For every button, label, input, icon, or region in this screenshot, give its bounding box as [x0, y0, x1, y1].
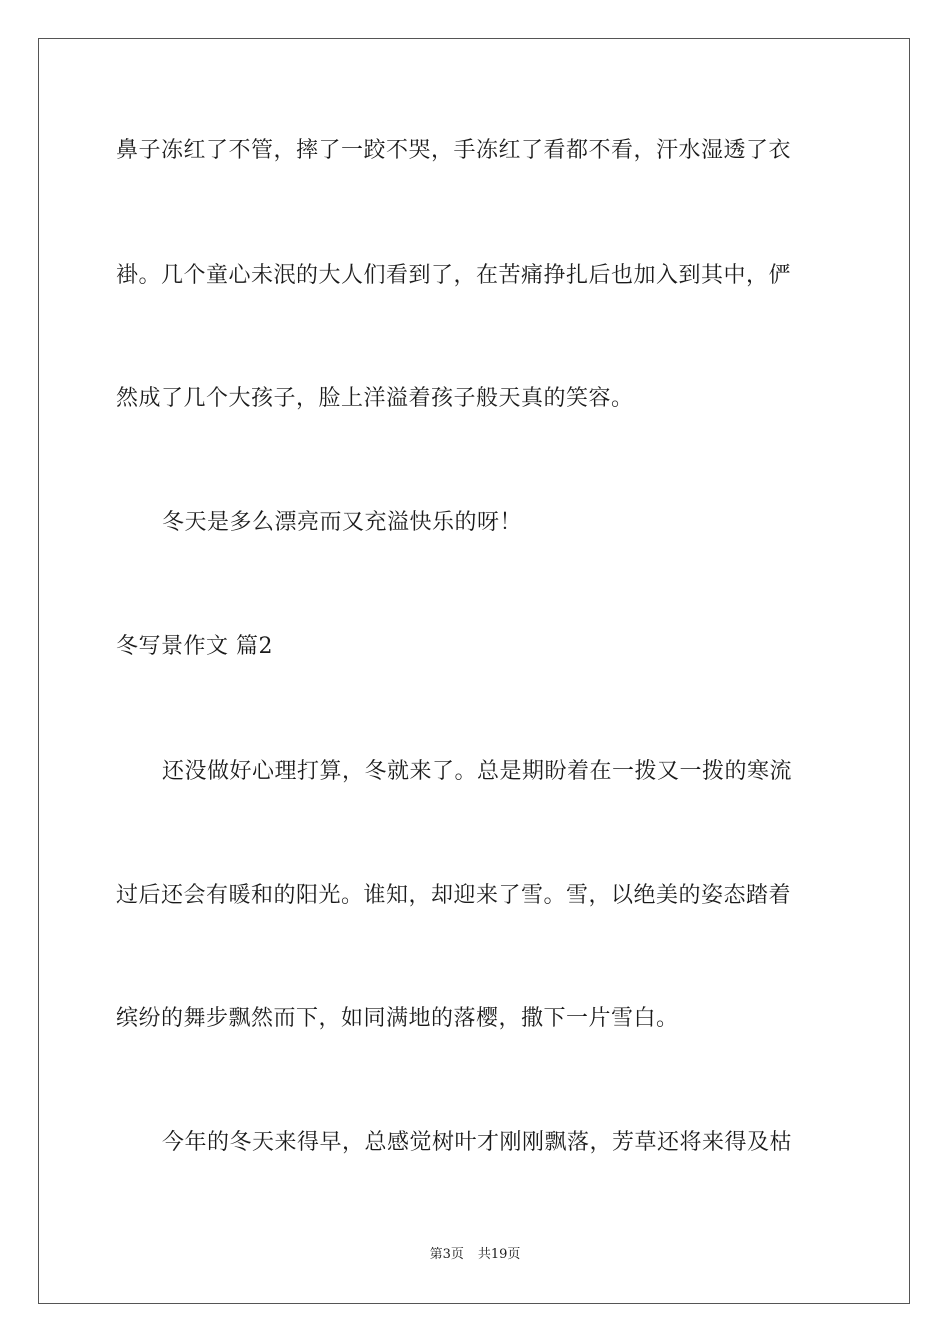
- body-text-line: 缤纷的舞步飘然而下，如同满地的落樱，撒下一片雪白。: [116, 1006, 679, 1031]
- body-text-line: 过后还会有暖和的阳光。谁知，却迎来了雪。雪，以绝美的姿态踏着: [116, 883, 792, 908]
- paragraph-first-line: 今年的冬天来得早，总感觉树叶才刚刚飘落，芳草还将来得及枯: [162, 1130, 793, 1155]
- page-footer: [0, 1246, 950, 1264]
- paragraph-first-line: 还没做好心理打算，冬就来了。总是期盼着在一拨又一拨的寒流: [162, 759, 793, 784]
- body-text-line: 然成了几个大孩子，脸上洋溢着孩子般天真的笑容。: [116, 386, 634, 411]
- page-border: [38, 38, 910, 1304]
- section-heading: 冬写景作文 篇2: [116, 634, 273, 659]
- body-text-line: 鼻子冻红了不管，摔了一跤不哭，手冻红了看都不看，汗水湿透了衣: [116, 138, 792, 163]
- page-number: 第3页: [429, 1247, 464, 1262]
- body-text-line: 褂。几个童心未泯的大人们看到了，在苦痛挣扎后也加入到其中，俨: [116, 263, 792, 288]
- paragraph-first-line: 冬天是多么漂亮而又充溢快乐的呀！: [162, 510, 523, 535]
- page-total: 共19页: [477, 1247, 521, 1262]
